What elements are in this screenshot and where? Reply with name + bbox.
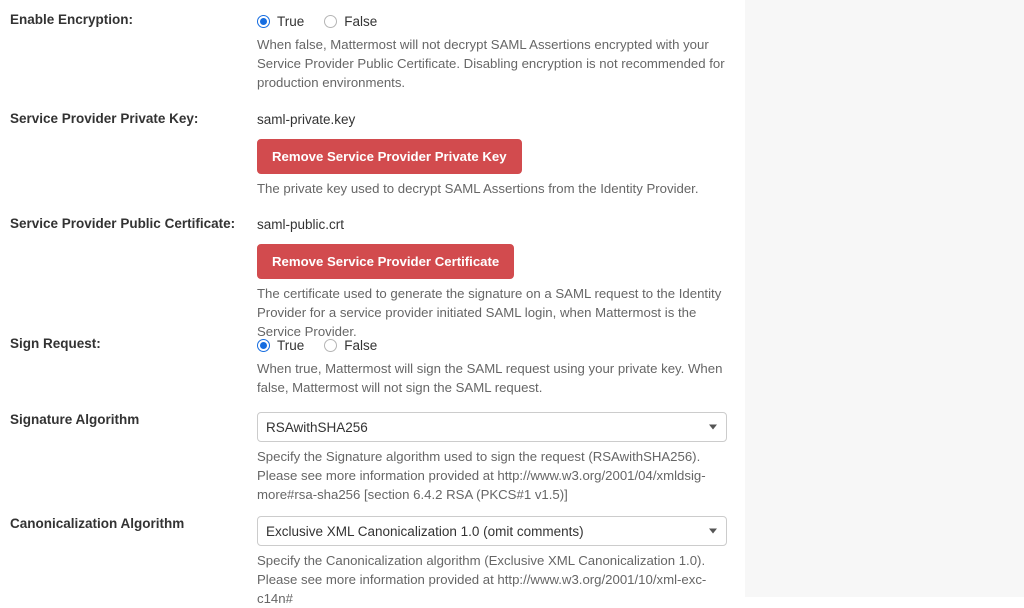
canonicalization-algorithm-selected-value: Exclusive XML Canonicalization 1.0 (omit comments) (266, 523, 584, 539)
sign-request-help: When true, Mattermost will sign the SAML request using your private key. When false, Mattermost will not sign the SAML request. (257, 361, 723, 395)
enable-encryption-content (236, 12, 745, 92)
setting-enable-encryption (0, 12, 745, 92)
signature-algorithm-content (236, 412, 745, 504)
setting-service-provider-private-key (0, 111, 745, 198)
enable-encryption-false-label: False (344, 13, 378, 29)
canonicalization-algorithm-select[interactable] (257, 516, 727, 546)
enable-encryption-help: When false, Mattermost will not decrypt SAML Assertions encrypted with your Service Provider Public Certificate. Disabling encryption is not recommended for production environments. (257, 37, 725, 90)
setting-sign-request (0, 336, 745, 397)
private-key-file-name: saml-private.key (257, 112, 356, 127)
service-provider-private-key-help: The private key used to decrypt SAML Assertions from the Identity Provider. (257, 181, 699, 196)
signature-algorithm-label: Signature Algorithm (10, 412, 140, 427)
enable-encryption-true-label: True (277, 13, 305, 29)
sign-request-content (236, 336, 745, 397)
canonicalization-algorithm-label: Canonicalization Algorithm (10, 516, 185, 531)
remove-service-provider-private-key-button[interactable]: Remove Service Provider Private Key (257, 139, 522, 174)
setting-signature-algorithm (0, 412, 745, 504)
sign-request-radio-group (257, 336, 745, 354)
service-provider-private-key-label: Service Provider Private Key: (10, 111, 199, 126)
page-right-gutter (745, 0, 1024, 597)
radio-selected-icon[interactable] (257, 339, 270, 352)
enable-encryption-radio-false[interactable] (324, 14, 377, 29)
remove-service-provider-certificate-button[interactable]: Remove Service Provider Certificate (257, 244, 514, 279)
chevron-down-icon[interactable] (709, 425, 717, 430)
enable-encryption-label: Enable Encryption: (10, 12, 134, 27)
sign-request-radio-true[interactable] (257, 338, 304, 353)
canonicalization-algorithm-help: Specify the Canonicalization algorithm (Exclusive XML Canonicalization 1.0). Please see more information provided at http://www.w3.org/2001/10/xml-exc-c14n# (257, 553, 707, 606)
signature-algorithm-help: Specify the Signature algorithm used to sign the request (RSAwithSHA256). Please see more information provided at http://www.w3.org/2001/04/xmldsig-more#rsa-sha256 [section 6.4.2 RSA (PKCS#1 v1.5)] (257, 449, 706, 502)
enable-encryption-radio-true[interactable] (257, 14, 304, 29)
signature-algorithm-selected-value: RSAwithSHA256 (266, 419, 368, 435)
sign-request-false-label: False (344, 337, 378, 353)
signature-algorithm-select[interactable] (257, 412, 727, 442)
enable-encryption-radio-group (257, 12, 745, 30)
service-provider-public-certificate-content (236, 216, 745, 341)
radio-unselected-icon[interactable] (324, 15, 337, 28)
service-provider-public-certificate-help: The certificate used to generate the signature on a SAML request to the Identity Provider for a service provider initiated SAML login, when Mattermost is the Service Provider. (257, 286, 722, 339)
setting-canonicalization-algorithm (0, 516, 745, 608)
sign-request-true-label: True (277, 337, 305, 353)
sign-request-label: Sign Request: (10, 336, 101, 351)
service-provider-private-key-content (236, 111, 745, 198)
public-certificate-file-name: saml-public.crt (257, 217, 345, 232)
chevron-down-icon[interactable] (709, 529, 717, 534)
radio-selected-icon[interactable] (257, 15, 270, 28)
radio-unselected-icon[interactable] (324, 339, 337, 352)
service-provider-public-certificate-label: Service Provider Public Certificate: (10, 216, 236, 231)
sign-request-radio-false[interactable] (324, 338, 377, 353)
setting-service-provider-public-certificate (0, 216, 745, 341)
canonicalization-algorithm-content (236, 516, 745, 608)
